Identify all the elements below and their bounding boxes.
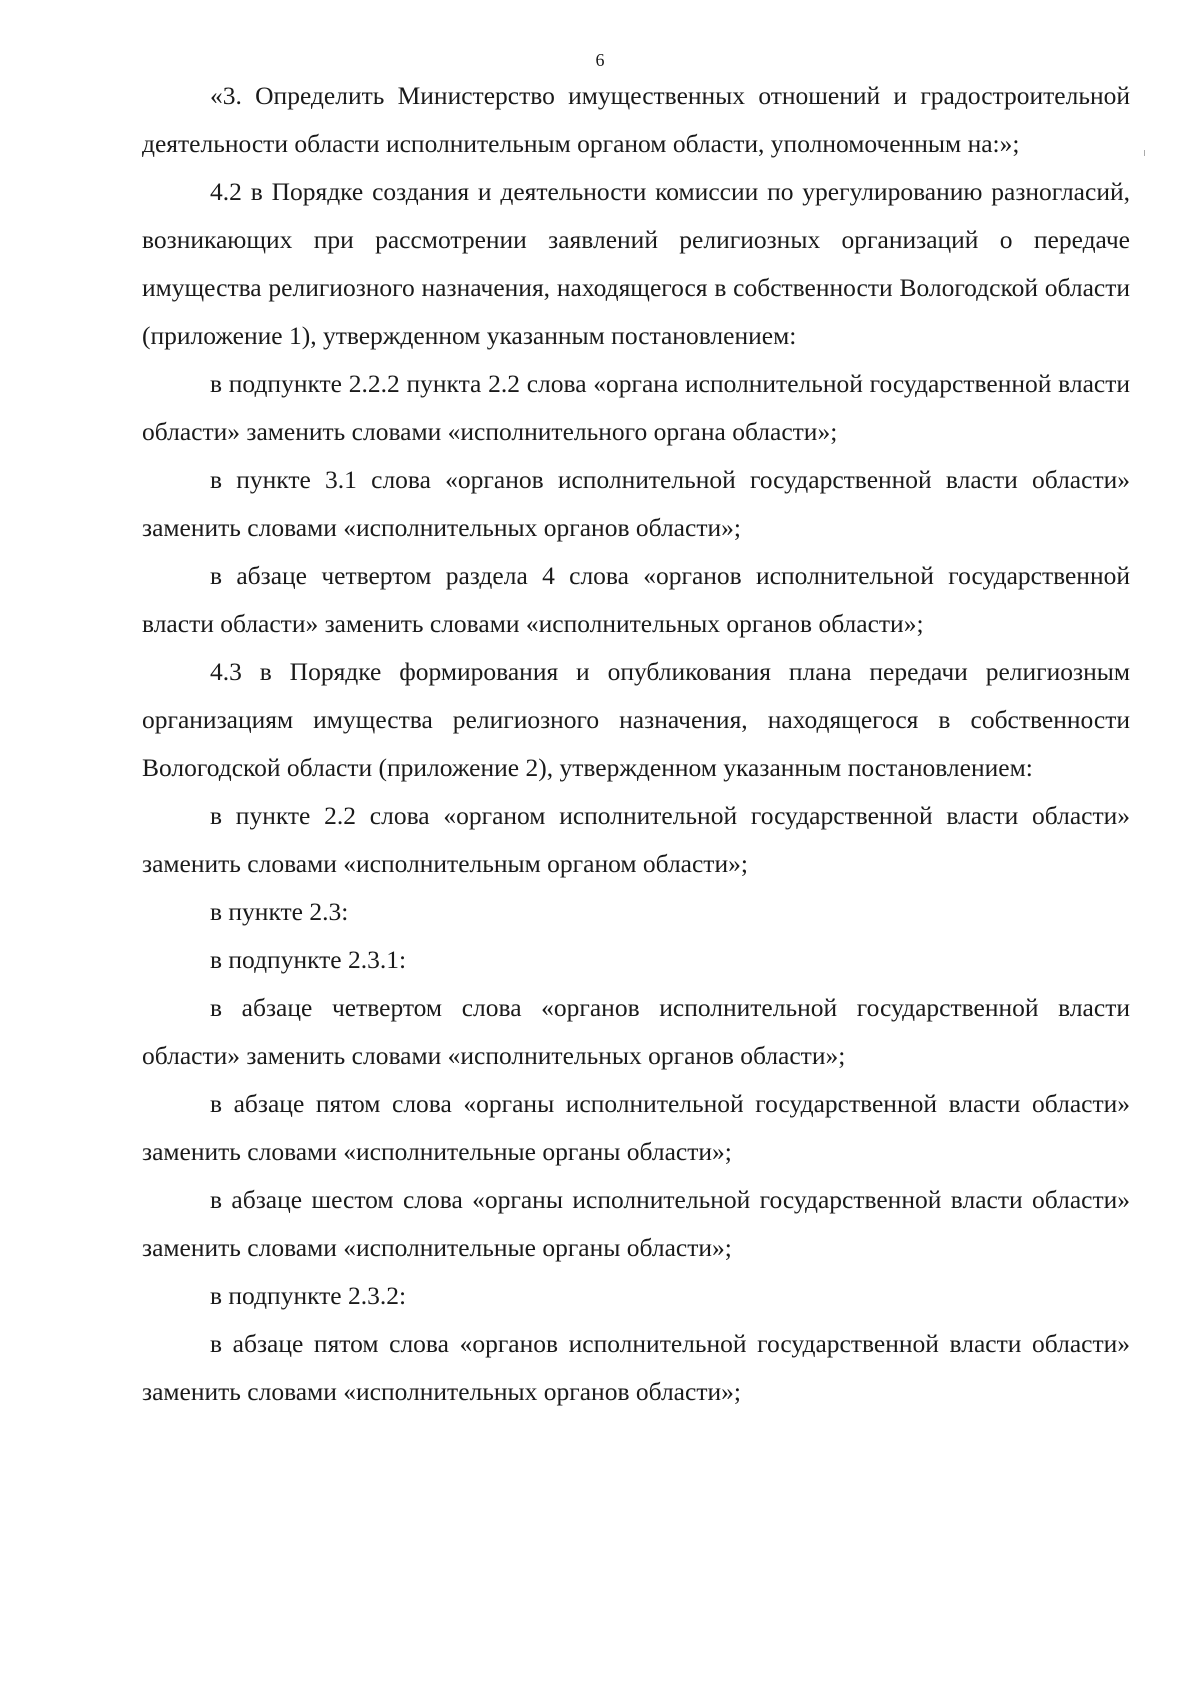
paragraph-12: в абзаце шестом слова «органы исполнительной государственной власти области» заменить словами «исполнительные органы области»; (142, 1185, 1130, 1262)
page-number: 6 (595, 50, 605, 70)
paragraph-5: в абзаце четвертом раздела 4 слова «органов исполнительной государственной власти области» заменить словами «исполнительных органов области»; (142, 561, 1130, 638)
paragraph-2: 4.2 в Порядке создания и деятельности комиссии по урегулированию разногласий, возникающих при рассмотрении заявлений религиозных организаций о передаче имущества религиозного назначения, находящегося в собственности Вологодской области (приложение 1), утвержденном указанным постановлением: (142, 177, 1130, 350)
paragraph-6: 4.3 в Порядке формирования и опубликования плана передачи религиозным организациям имущества религиозного назначения, находящегося в собственности Вологодской области (приложение 2), утвержденном указанным постановлением: (142, 657, 1130, 782)
paragraph-10: в абзаце четвертом слова «органов исполнительной государственной власти области» заменить словами «исполнительных органов области»; (142, 993, 1130, 1070)
paragraph-9: в подпункте 2.3.1: (210, 945, 407, 974)
document-body (142, 72, 1130, 1416)
paragraph-13: в подпункте 2.3.2: (210, 1281, 407, 1310)
paragraph-1: «3. Определить Министерство имущественных отношений и градостроительной деятельности области исполнительным органом области, уполномоченным на:»; (142, 81, 1130, 158)
paragraph-3: в подпункте 2.2.2 пункта 2.2 слова «органа исполнительной государственной власти области» заменить словами «исполнительного органа области»; (142, 369, 1130, 446)
paragraph-8: в пункте 2.3: (210, 897, 349, 926)
paragraph-4: в пункте 3.1 слова «органов исполнительной государственной власти области» заменить словами «исполнительных органов области»; (142, 465, 1130, 542)
paragraph-7: в пункте 2.2 слова «органом исполнительной государственной власти области» заменить словами «исполнительным органом области»; (142, 801, 1130, 878)
paragraph-11: в абзаце пятом слова «органы исполнительной государственной власти области» заменить словами «исполнительные органы области»; (142, 1089, 1130, 1166)
scan-artifact-tick (1144, 150, 1145, 156)
paragraph-14: в абзаце пятом слова «органов исполнительной государственной власти области» заменить словами «исполнительных органов области»; (142, 1329, 1130, 1406)
